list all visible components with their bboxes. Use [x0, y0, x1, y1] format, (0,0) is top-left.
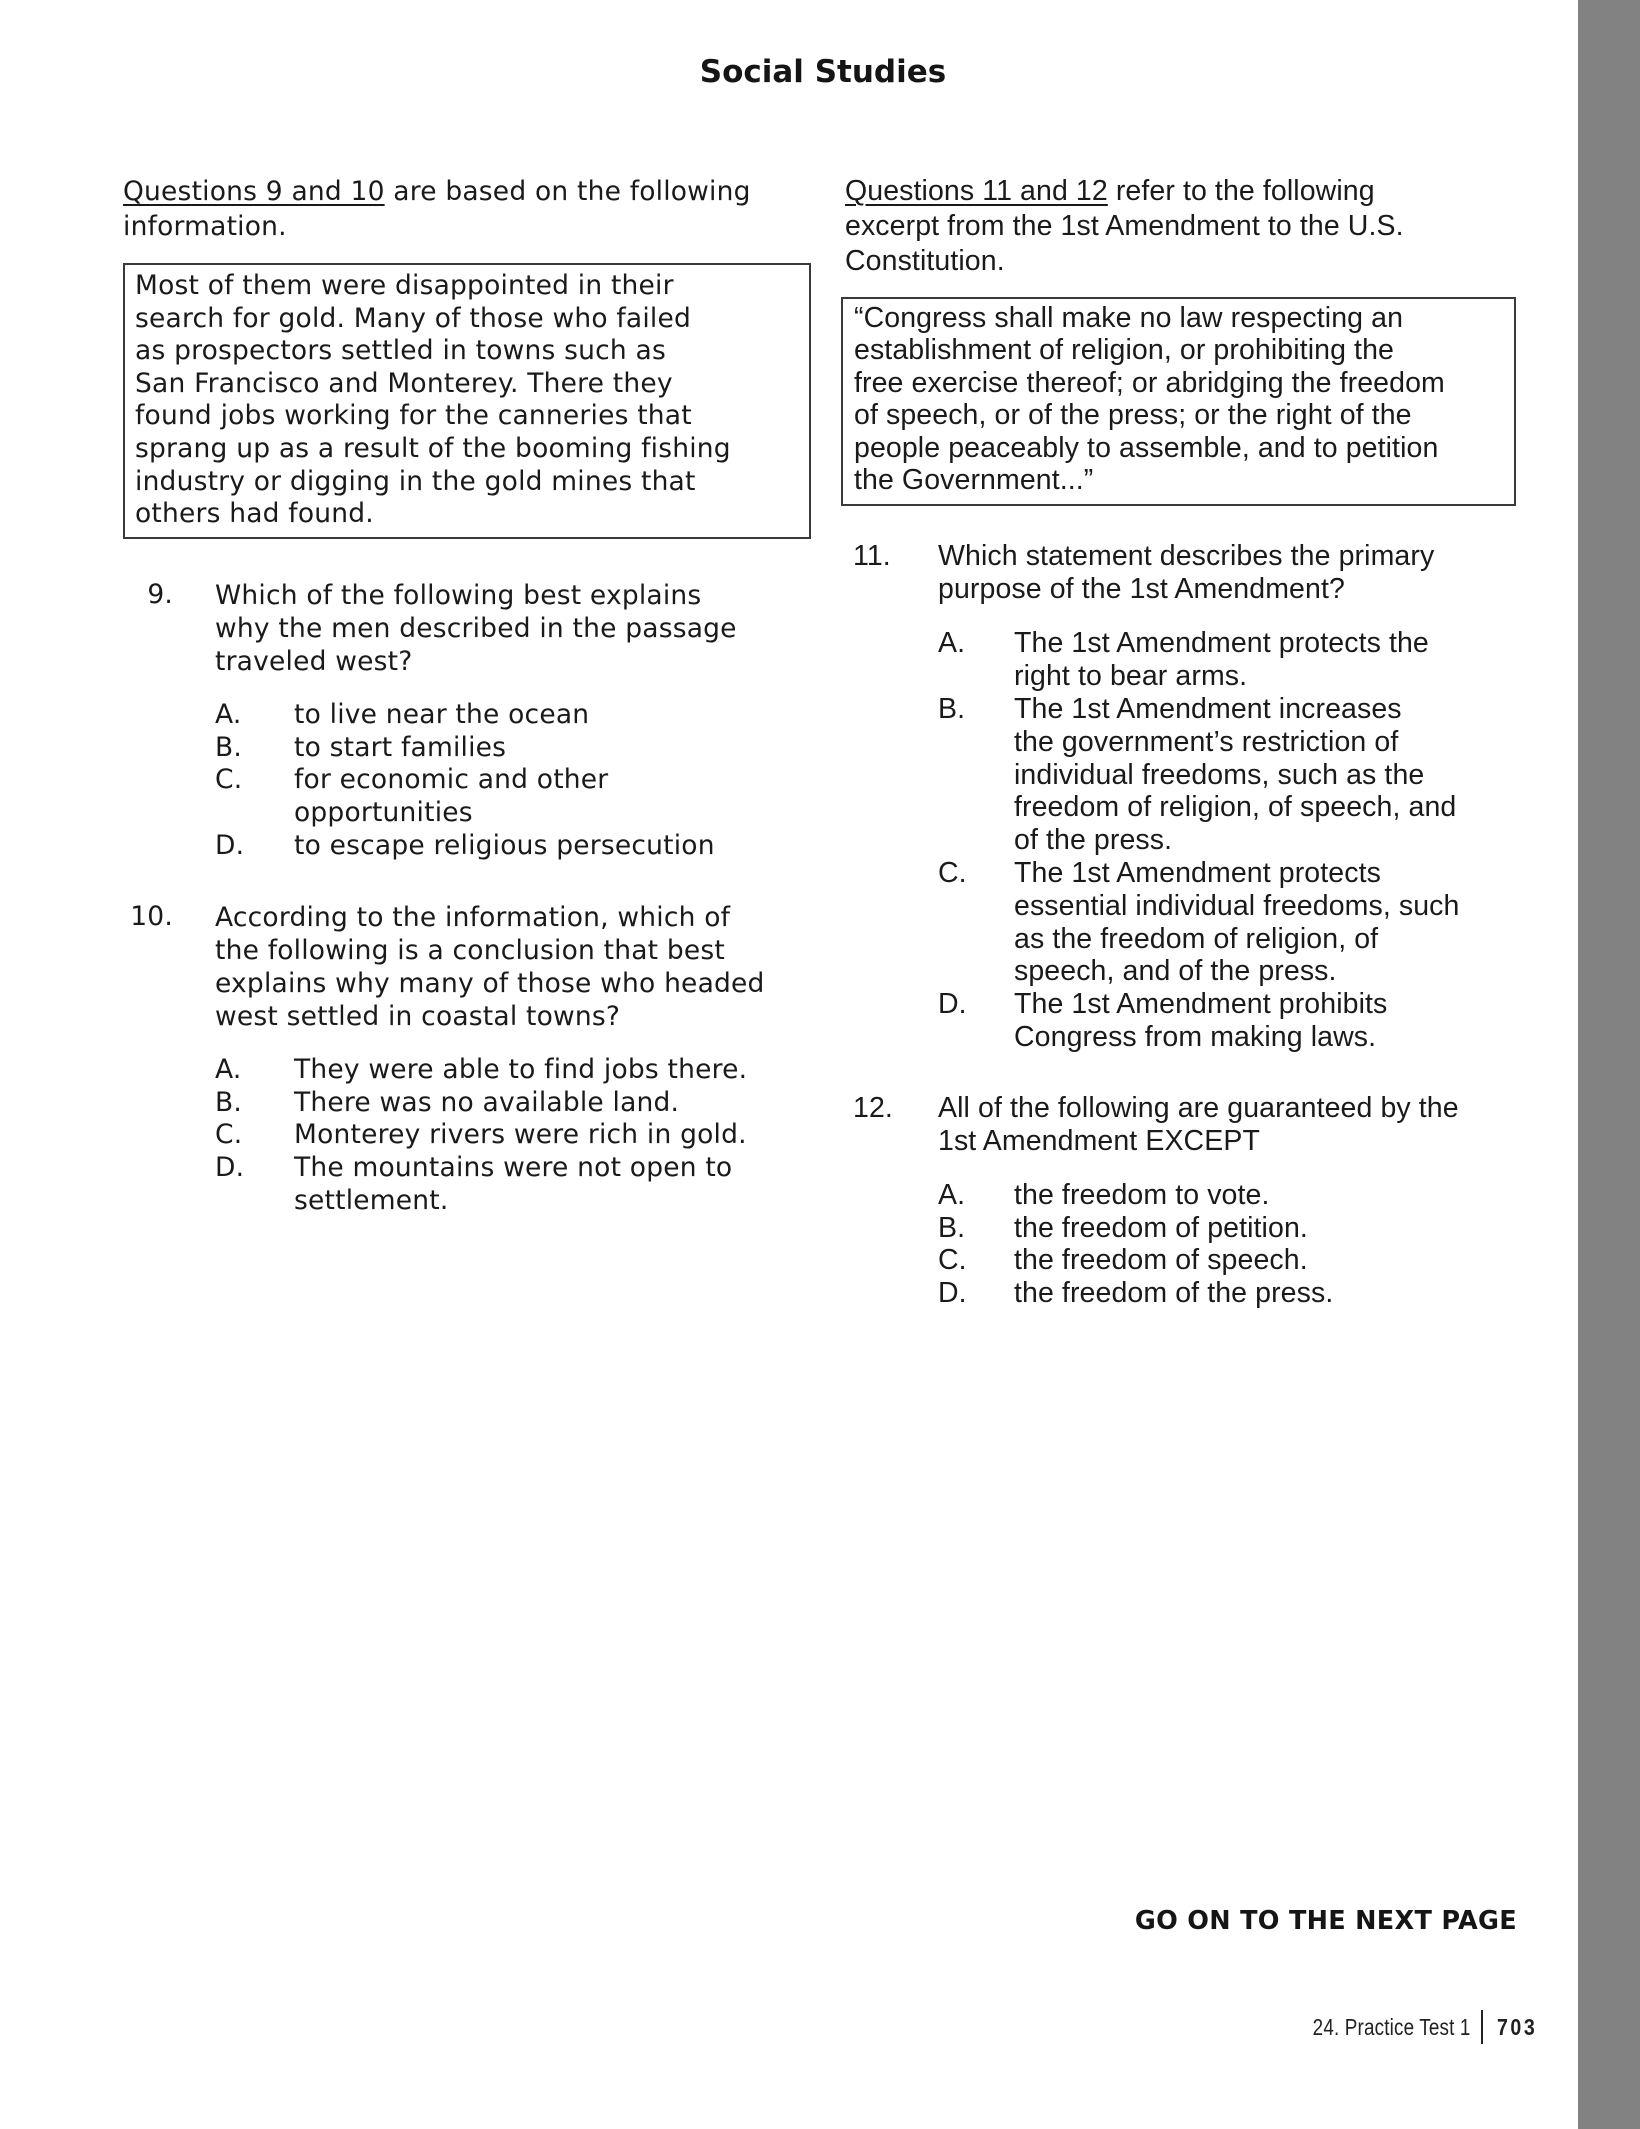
choice-letter: B.: [215, 1086, 243, 1118]
page-footer: [1278, 2010, 1544, 2044]
choice-d[interactable]: [938, 988, 1520, 1054]
choice-text-cont: individual freedoms, such as the: [1014, 758, 1425, 791]
answer-choices: [938, 627, 1520, 1053]
choice-text: The mountains were not open to: [294, 1152, 733, 1184]
question-10: [123, 901, 813, 1218]
choice-letter: B.: [215, 731, 243, 763]
choice-a[interactable]: [215, 1054, 813, 1087]
choice-text-cont: as the freedom of religion, of: [1014, 922, 1379, 955]
answer-choices: [215, 699, 813, 863]
question-stem: [215, 901, 813, 1033]
question-stem: [938, 1092, 1520, 1158]
stem-line: west settled in coastal towns?: [215, 1000, 621, 1032]
question-9: [123, 579, 813, 863]
question-number: 9.: [147, 578, 173, 610]
choice-text: the freedom of speech.: [1014, 1244, 1308, 1277]
left-column: [123, 174, 813, 1218]
question-12: [845, 1092, 1520, 1310]
stem-line: explains why many of those who headed: [215, 967, 765, 999]
choice-text: The 1st Amendment protects: [1014, 857, 1381, 890]
choice-a[interactable]: [938, 627, 1520, 693]
question-stem: [215, 579, 813, 678]
stem-line: 1st Amendment EXCEPT: [938, 1124, 1260, 1157]
passage-line: people peaceably to assemble, and to petition: [854, 431, 1439, 464]
choice-text-cont: essential individual freedoms, such: [1014, 889, 1460, 922]
choice-text: They were able to find jobs there.: [294, 1053, 748, 1085]
page-edge-tab: [1578, 0, 1640, 2129]
choice-b[interactable]: [938, 1212, 1520, 1245]
choice-text-cont: freedom of religion, of speech, and: [1014, 791, 1457, 824]
question-11: [845, 540, 1520, 1053]
choice-c[interactable]: [938, 857, 1520, 988]
passage-line: San Francisco and Monterey. There they: [135, 367, 673, 399]
choice-text: There was no available land.: [294, 1086, 680, 1118]
choice-text-cont: opportunities: [294, 797, 473, 829]
passage-line: “Congress shall make no law respecting an: [854, 302, 1404, 334]
choice-letter: D.: [938, 988, 967, 1021]
stem-line: traveled west?: [215, 645, 413, 677]
choice-b[interactable]: [938, 693, 1520, 857]
stem-line: the following is a conclusion that best: [215, 934, 725, 966]
intro-text: Constitution.: [845, 245, 1005, 277]
intro-questions-9-10: [123, 174, 813, 244]
choice-text-cont: settlement.: [294, 1184, 449, 1216]
choice-d[interactable]: [215, 830, 813, 863]
choice-letter: D.: [938, 1277, 967, 1310]
choice-text: to live near the ocean: [294, 698, 590, 730]
passage-line: as prospectors settled in towns such as: [135, 335, 666, 367]
choice-text: to escape religious persecution: [294, 829, 715, 861]
question-number: 10.: [130, 900, 173, 932]
intro-questions-11-12: [845, 174, 1520, 279]
stem-line: Which statement describes the primary: [938, 540, 1435, 573]
choice-letter: A.: [215, 698, 242, 730]
choice-b[interactable]: [215, 732, 813, 765]
choice-c[interactable]: [938, 1244, 1520, 1277]
passage-line: establishment of religion, or prohibiting the: [854, 334, 1394, 367]
intro-question-range: Questions 11 and 12: [845, 175, 1108, 207]
intro-text: refer to the following: [1107, 175, 1375, 207]
intro-question-range: Questions 9 and 10: [123, 176, 385, 207]
choice-letter: A.: [938, 627, 966, 660]
answer-choices: [938, 1179, 1520, 1310]
passage-line: Most of them were disappointed in their: [135, 270, 674, 301]
choice-text: the freedom to vote.: [1014, 1178, 1270, 1211]
choice-a[interactable]: [215, 699, 813, 732]
passage-line: industry or digging in the gold mines that: [135, 465, 696, 497]
choice-d[interactable]: [938, 1277, 1520, 1310]
passage-line: the Government...”: [854, 464, 1094, 497]
choice-text: the freedom of petition.: [1014, 1211, 1308, 1244]
stem-line: purpose of the 1st Amendment?: [938, 573, 1345, 606]
go-on-next-page-notice: GO ON TO THE NEXT PAGE: [1134, 1906, 1517, 1936]
right-column: [845, 174, 1520, 1310]
passage-line: search for gold. Many of those who failed: [135, 302, 692, 334]
stem-line: why the men described in the passage: [215, 612, 737, 644]
choice-letter: B.: [938, 1211, 966, 1244]
choice-letter: C.: [215, 764, 243, 796]
choice-text-cont: right to bear arms.: [1014, 660, 1248, 693]
choice-letter: D.: [215, 829, 245, 861]
passage-line: found jobs working for the canneries that: [135, 400, 692, 432]
choice-text: for economic and other: [294, 764, 609, 796]
choice-d[interactable]: [215, 1152, 813, 1218]
passage-box-gold-rush: [123, 263, 811, 539]
answer-choices: [215, 1054, 813, 1218]
intro-text: excerpt from the 1st Amendment to the U.S.: [845, 210, 1404, 242]
question-stem: [938, 540, 1520, 606]
passage-line: of speech, or of the press; or the right of the: [854, 399, 1412, 432]
choice-letter: C.: [938, 1244, 967, 1277]
choice-a[interactable]: [938, 1179, 1520, 1212]
choice-text-cont: of the press.: [1014, 824, 1173, 857]
intro-text: are based on the following information.: [123, 176, 751, 242]
footer-chapter-title: 24. Practice Test 1: [1312, 2013, 1471, 2040]
question-number: 12.: [853, 1091, 893, 1124]
page-number: 703: [1496, 2013, 1537, 2040]
choice-b[interactable]: [215, 1087, 813, 1120]
choice-letter: A.: [215, 1053, 242, 1085]
stem-line: All of the following are guaranteed by the: [938, 1091, 1459, 1124]
choice-c[interactable]: [215, 1119, 813, 1152]
choice-letter: C.: [215, 1119, 243, 1151]
passage-box-first-amendment: [841, 297, 1516, 506]
choice-letter: C.: [938, 857, 967, 890]
footer-divider: [1481, 2010, 1483, 2044]
question-number: 11.: [853, 540, 891, 573]
choice-text-cont: speech, and of the press.: [1014, 955, 1337, 988]
stem-line: Which of the following best explains: [215, 579, 702, 611]
choice-letter: D.: [215, 1152, 245, 1184]
choice-text-cont: the government’s restriction of: [1014, 725, 1399, 758]
choice-text-cont: Congress from making laws.: [1014, 1021, 1377, 1053]
choice-letter: B.: [938, 693, 966, 726]
choice-text: to start families: [294, 731, 507, 763]
choice-text: The 1st Amendment prohibits: [1014, 988, 1388, 1021]
choice-letter: A.: [938, 1178, 966, 1211]
choice-text: Monterey rivers were rich in gold.: [294, 1119, 747, 1151]
passage-line: free exercise thereof; or abridging the freedom: [854, 366, 1445, 399]
stem-line: According to the information, which of: [215, 901, 731, 933]
choice-text: The 1st Amendment increases: [1014, 693, 1402, 726]
choice-text: The 1st Amendment protects the: [1014, 627, 1429, 660]
passage-line: others had found.: [135, 498, 374, 530]
choice-c[interactable]: [215, 764, 813, 830]
passage-line: sprang up as a result of the booming fishing: [135, 432, 731, 464]
choice-text: the freedom of the press.: [1014, 1277, 1334, 1310]
page-title: Social Studies: [699, 54, 947, 90]
